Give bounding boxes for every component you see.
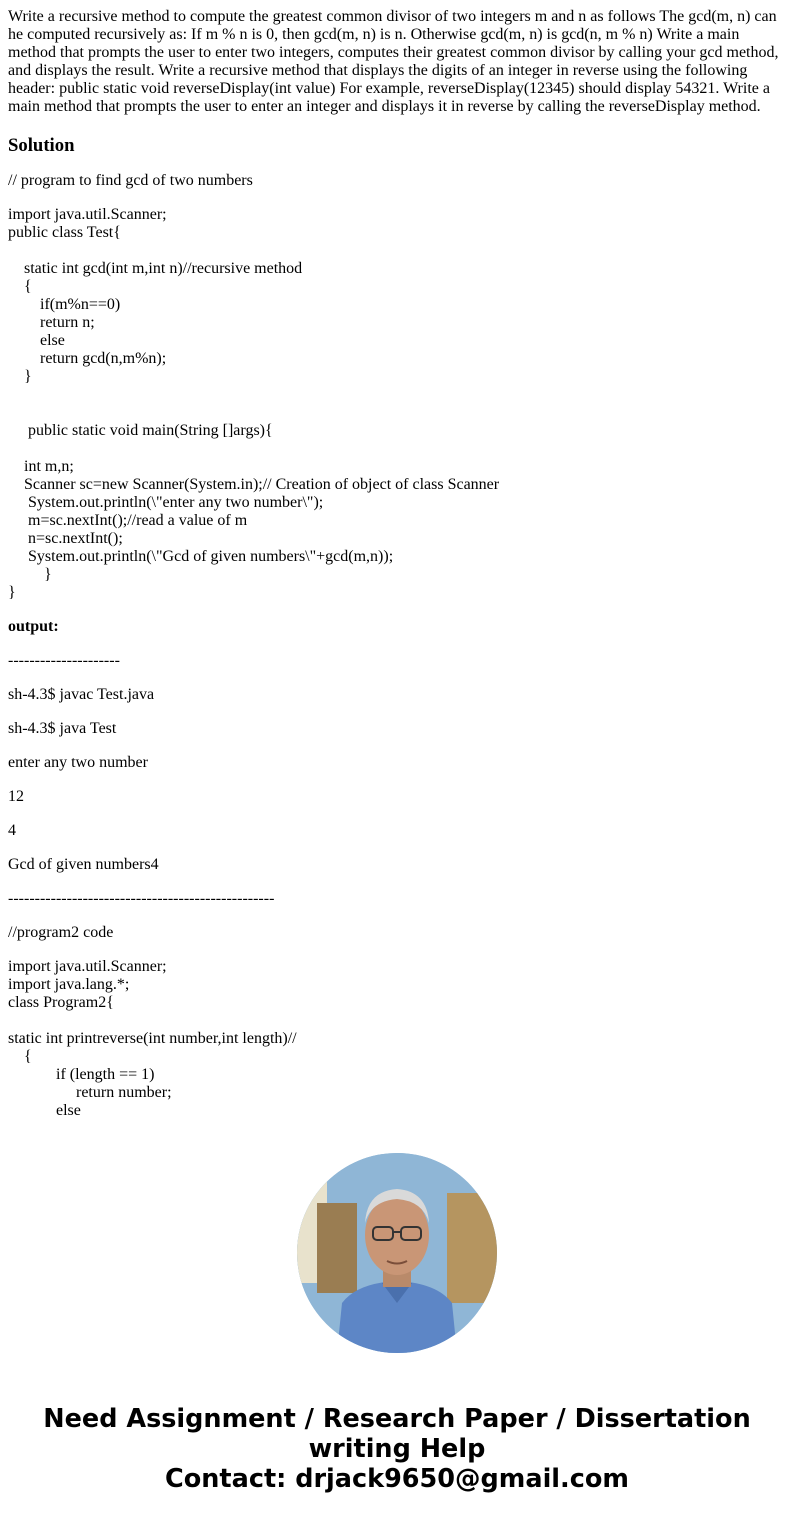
solution-heading: Solution (8, 135, 75, 156)
avatar (297, 1153, 497, 1353)
output-line: enter any two number (8, 754, 148, 771)
promo-text (0, 1404, 794, 1494)
code-comment-2: //program2 code (8, 924, 114, 941)
output-line: 12 (8, 788, 24, 805)
question-text: Write a recursive method to compute the greatest common divisor of two integers m and n as follows The gcd(m, n) can he computed recursively as: If m % n is 0, then gcd(m, n) is n. Otherwise gcd(m, n) is gcd(n, m % n) Write a main method that prompts the user to enter two integers, computes their greatest common divisor by calling your gcd method, and displays the result. Write a recursive method that displays the digits of an integer in reverse using the following header: public static void reverseDisplay(int value) For example, reverseDisplay(12345) should display 54321. Write a main method that prompts the user to enter an integer and displays it in reverse by calling the reverseDisplay method. (8, 8, 779, 115)
output-label: output: (8, 618, 59, 635)
portrait-photo (297, 1153, 497, 1353)
output-line: sh-4.3$ javac Test.java (8, 686, 155, 703)
output-line: Gcd of given numbers4 (8, 856, 159, 873)
divider-long: -------------------------------------------------- (8, 890, 275, 907)
promo-contact: Contact: drjack9650@gmail.com (165, 1464, 629, 1494)
code-comment-1: // program to find gcd of two numbers (8, 172, 253, 189)
output-line: 4 (8, 822, 16, 839)
code-block-reverse: import java.util.Scanner; import java.lang.*; class Program2{ static int printreverse(int number,int length)// { if (length == 1) return number; else (8, 958, 297, 1119)
document (8, 8, 786, 1120)
output-line: sh-4.3$ java Test (8, 720, 117, 737)
promo-line-1: Need Assignment / Research Paper / Dissertation (43, 1404, 751, 1434)
code-block-gcd: import java.util.Scanner; public class Test{ static int gcd(int m,int n)//recursive method { if(m%n==0) return n; else return gcd(n,m%n); } public static void main(String []args){ int m,n; Scanner sc=new Scanner(System.in);// Creation of object of class Scanner System.out.println(\"enter any two number\"); m=sc.nextInt();//read a value of m n=sc.nextInt(); System.out.println(\"Gcd of given numbers\"+gcd(m,n)); } } (8, 206, 500, 601)
promo-line-2: writing Help (308, 1434, 486, 1464)
divider-short: --------------------- (8, 652, 120, 669)
